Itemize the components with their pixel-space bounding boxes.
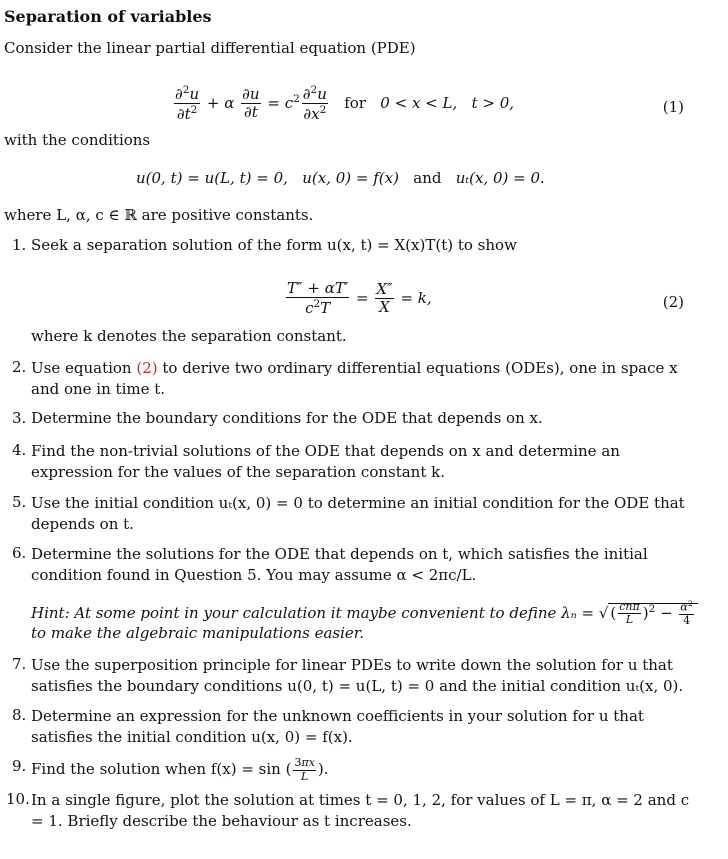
- conditions-line: [136, 169, 545, 187]
- q2-number: 2.: [12, 358, 27, 376]
- eq2-rhs: = k,: [400, 288, 432, 307]
- q3-number: 3.: [12, 409, 27, 427]
- q2-text-b: to derive two ordinary differential equations (ODEs), one in space x and one in time t.: [31, 359, 678, 398]
- q1-text: Seek a separation solution of the form u(x, t) = X(x)T(t) to show: [31, 236, 517, 254]
- constants-text: where L, α, c ∈ ℝ are positive constants.: [4, 206, 314, 224]
- eq1-domain: 0 < x < L,: [380, 93, 458, 112]
- q8-text: Determine an expression for the unknown coefficients in your solution for u that satisfies the initial condition u(x, 0) = f(x).: [31, 707, 644, 746]
- q2-text: [31, 358, 691, 400]
- equation-2-label: (2): [662, 293, 684, 311]
- page-title: Separation of variables: [4, 7, 212, 26]
- q6-text: Determine the solutions for the ODE that depends on t, which satisfies the initial condition found in Question 5. You may assume α < 2πc/L.: [31, 545, 648, 584]
- intro-text: Consider the linear partial differential equation (PDE): [4, 39, 416, 57]
- equation-1-label: (1): [662, 98, 684, 116]
- equation-2: $\frac{T'' + \alpha T'}{c^2T}$ = $\frac{X''}{X}$ = k,: [287, 279, 432, 318]
- eq1-for: for: [344, 93, 366, 112]
- q1-number: 1.: [12, 236, 27, 254]
- q7-text: Use the superposition principle for linear PDEs to write down the solution for u that satisfies the boundary conditions u(0, t) = u(L, t) = 0 and the initial condition uₜ(x, 0).: [31, 656, 684, 695]
- q10-number: 10.: [6, 790, 30, 808]
- equation-1: $\frac{\partial^2u}{\partial t^2}$ + α $\frac{\partial u}{\partial t}$ = $c^2$ $\frac{\partial^2u}{\partial x^2}$ for 0 < x < L, t > 0,: [175, 84, 515, 124]
- q9-formula: ( $\frac{3\pi x}{L}$ ).: [285, 756, 329, 783]
- and-text: and: [413, 169, 442, 187]
- q5-text: Use the initial condition uₜ(x, 0) = 0 to determine an initial condition for the ODE that depends on t.: [31, 494, 685, 533]
- q9-number: 9.: [12, 757, 27, 775]
- q2-text-a: Use equation: [31, 359, 137, 377]
- initial-condition-1: u(x, 0) = f(x): [302, 169, 399, 187]
- q3-text: Determine the boundary conditions for the ODE that depends on x.: [31, 409, 543, 427]
- eq1-tdomain: t > 0,: [471, 93, 515, 112]
- q1-followup: where k denotes the separation constant.: [31, 327, 347, 345]
- boundary-condition: u(0, t) = u(L, t) = 0,: [136, 169, 288, 187]
- q8-number: 8.: [12, 706, 27, 724]
- q9-line: [31, 757, 329, 783]
- hint-text: Hint: At some point in your calculation it maybe convenient to define λₙ =: [31, 603, 595, 622]
- hint-formula: √ ( $\frac{\text{cnπ}}{L}$ )$^2$ − $\frac{\alpha^2}{4}$: [599, 600, 698, 628]
- equation-2-ref[interactable]: (2): [136, 359, 158, 377]
- hint-text-2: to make the algebraic manipulations easier.: [31, 624, 365, 642]
- q9-text: Find the solution when f(x) = sin: [31, 760, 281, 779]
- q7-number: 7.: [12, 655, 27, 673]
- initial-condition-2: uₜ(x, 0) = 0.: [455, 169, 545, 187]
- q4-text: Find the non-trivial solutions of the ODE that depends on x and determine an expression for the values of the separation constant k.: [31, 442, 620, 481]
- q10-text: In a single figure, plot the solution at times t = 0, 1, 2, for values of L = π, α = 2 and c = 1. Briefly describe the behaviour as t increases.: [31, 791, 690, 830]
- q4-number: 4.: [12, 441, 27, 459]
- with-conditions-text: with the conditions: [4, 131, 151, 149]
- q6-number: 6.: [12, 544, 27, 562]
- q5-number: 5.: [12, 493, 27, 511]
